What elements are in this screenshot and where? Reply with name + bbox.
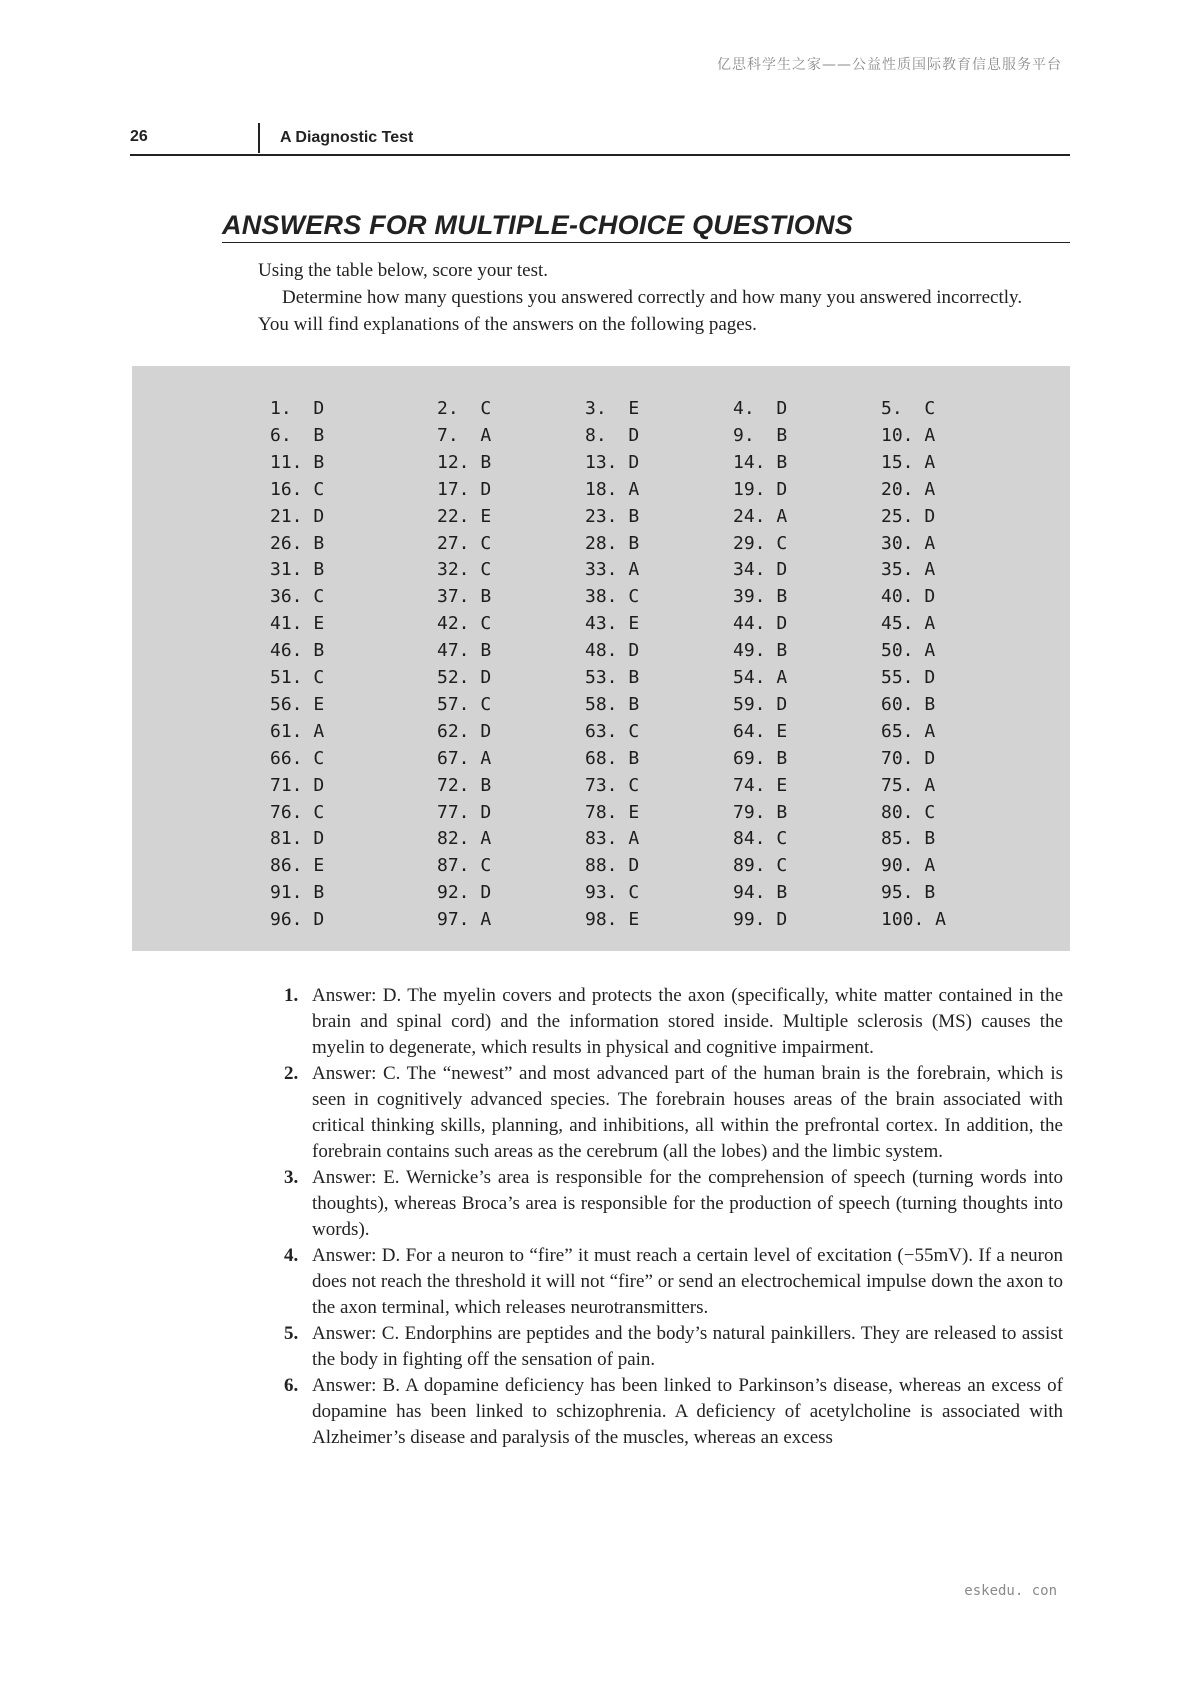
answer-cell: 84. C [733,828,788,850]
intro-text [258,257,1048,338]
answer-cell: 76. C [270,801,325,823]
intro-line-2: Determine how many questions you answered correctly and how many you answered incorrectly. You will find explanations of the answers on the following pages. [258,287,1023,335]
explanation-item [278,1243,1063,1321]
explanation-item [278,1321,1063,1373]
explanation-text: Answer: C. The “newest” and most advanced part of the human brain is the forebrain, which is seen in cognitively advanced species. The forebrain houses areas of the brain associated with critical thinking skills, planning, and inhibitions, all within the prefrontal cortex. In addition, the forebrain contains such areas as the cerebrum (all the lobes) and the limbic system. [312,1063,1063,1162]
answer-cell: 100. A [881,909,947,931]
answer-cell: 36. C [270,586,325,608]
answer-cell: 10. A [881,424,936,446]
answer-cell: 17. D [437,478,492,500]
answer-cell: 89. C [733,855,788,877]
answer-cell: 25. D [881,505,936,527]
answer-row [132,450,1070,476]
answer-key-table [132,366,1070,951]
answer-cell: 59. D [733,693,788,715]
explanation-number: 4. [284,1245,299,1266]
answer-cell: 11. B [270,451,325,473]
heading-container [222,208,1070,243]
answer-row [132,692,1070,718]
answer-cell: 28. B [585,532,640,554]
answer-cell: 50. A [881,640,936,662]
answer-cell: 12. B [437,451,492,473]
answer-row [132,504,1070,530]
answer-cell: 2. C [437,398,492,419]
answer-cell: 16. C [270,478,325,500]
answer-row [132,907,1070,933]
page-heading: ANSWERS FOR MULTIPLE-CHOICE QUESTIONS [222,210,853,240]
answer-row [132,557,1070,583]
answer-row [132,611,1070,637]
answer-cell: 20. A [881,478,936,500]
explanation-text: Answer: B. A dopamine deficiency has been linked to Parkinson’s disease, whereas an excess of dopamine has been linked to schizophrenia. A deficiency of acetylcholine is associated with Alzheimer’s disease and paralysis of the muscles, whereas an excess [312,1375,1063,1448]
explanation-number: 3. [284,1167,299,1188]
answer-cell: 62. D [437,720,492,742]
answer-cell: 52. D [437,667,492,688]
answer-cell: 22. E [437,505,492,527]
page-number: 26 [130,128,148,145]
answer-row [132,638,1070,664]
answer-cell: 6. B [270,424,325,446]
answer-row [132,746,1070,772]
answer-cell: 21. D [270,505,325,527]
answer-cell: 31. B [270,559,325,581]
answer-cell: 81. D [270,828,325,850]
answer-row [132,584,1070,610]
explanation-item [278,983,1063,1061]
answer-row [132,423,1070,449]
answer-cell: 4. D [733,398,788,419]
answer-row [132,800,1070,826]
answer-cell: 5. C [881,398,936,419]
answer-cell: 79. B [733,801,788,823]
answer-cell: 40. D [881,586,936,608]
header-divider [258,123,260,153]
answer-cell: 64. E [733,720,788,742]
answer-cell: 8. D [585,424,640,446]
answer-cell: 41. E [270,613,325,635]
answer-cell: 99. D [733,909,788,931]
answer-cell: 98. E [585,909,640,931]
explanation-number: 6. [284,1375,299,1396]
answer-cell: 69. B [733,747,788,769]
answer-cell: 45. A [881,613,936,635]
answer-cell: 9. B [733,424,788,446]
answer-row [132,396,1070,422]
answer-cell: 88. D [585,855,640,877]
answer-cell: 39. B [733,586,788,608]
explanation-text: Answer: D. For a neuron to “fire” it must reach a certain level of excitation (−55mV). If a neuron does not reach the threshold it will not “fire” or send an electrochemical impulse down the axon to the axon terminal, which releases neurotransmitters. [312,1245,1063,1318]
answer-cell: 71. D [270,774,325,796]
answer-cell: 18. A [585,478,640,500]
answer-cell: 96. D [270,909,325,931]
answer-cell: 82. A [437,828,492,850]
answer-cell: 26. B [270,532,325,554]
answer-cell: 1. D [270,398,325,419]
answer-cell: 14. B [733,451,788,473]
answer-cell: 66. C [270,747,325,769]
answer-cell: 75. A [881,774,936,796]
answer-cell: 78. E [585,801,640,823]
answer-cell: 48. D [585,640,640,662]
answer-cell: 19. D [733,478,788,500]
intro-line-1: Using the table below, score your test. [258,260,549,281]
answer-row [132,477,1070,503]
explanation-item [278,1061,1063,1165]
explanation-number: 1. [284,985,299,1006]
answer-cell: 15. A [881,451,936,473]
answer-cell: 94. B [733,882,788,904]
answer-row [132,880,1070,906]
explanation-item [278,1165,1063,1243]
answer-cell: 51. C [270,667,325,688]
answer-cell: 35. A [881,559,936,581]
answer-cell: 37. B [437,586,492,608]
answer-cell: 97. A [437,909,492,931]
answer-cell: 68. B [585,747,640,769]
answer-cell: 24. A [733,505,788,527]
answer-cell: 30. A [881,532,936,554]
answer-row [132,853,1070,879]
answer-cell: 85. B [881,828,936,850]
answer-cell: 77. D [437,801,492,823]
answer-explanations [278,983,1063,1451]
answer-cell: 60. B [881,693,936,715]
answer-cell: 42. C [437,613,492,635]
explanation-number: 5. [284,1323,299,1344]
answer-cell: 7. A [437,424,492,446]
answer-cell: 58. B [585,693,640,715]
answer-cell: 54. A [733,667,788,688]
watermark-bottom: eskedu. con [964,1583,1057,1599]
answer-cell: 38. C [585,586,640,608]
answer-cell: 3. E [585,398,640,419]
answer-cell: 61. A [270,720,325,742]
answer-cell: 23. B [585,505,640,527]
answer-cell: 87. C [437,855,492,877]
answer-cell: 47. B [437,640,492,662]
answer-cell: 53. B [585,667,640,688]
answer-cell: 43. E [585,613,640,635]
answer-cell: 34. D [733,559,788,581]
answer-row [132,531,1070,557]
answer-cell: 90. A [881,855,936,877]
answer-cell: 74. E [733,774,788,796]
answer-cell: 29. C [733,532,788,554]
explanation-text: Answer: C. Endorphins are peptides and the body’s natural painkillers. They are released to assist the body in fighting off the sensation of pain. [312,1323,1063,1370]
answer-cell: 73. C [585,774,640,796]
answer-cell: 83. A [585,828,640,850]
answer-cell: 92. D [437,882,492,904]
answer-cell: 56. E [270,693,325,715]
answer-cell: 63. C [585,720,640,742]
answer-cell: 72. B [437,774,492,796]
section-title: A Diagnostic Test [280,129,414,146]
answer-cell: 65. A [881,720,936,742]
answer-cell: 27. C [437,532,492,554]
answer-cell: 91. B [270,882,325,904]
answer-cell: 93. C [585,882,640,904]
explanation-text: Answer: D. The myelin covers and protects the axon (specifically, white matter contained in the brain and spinal cord) and the information stored inside. Multiple sclerosis (MS) causes the myelin to degenerate, which results in physical and cognitive impairment. [312,985,1063,1058]
answer-cell: 13. D [585,451,640,473]
answer-cell: 44. D [733,613,788,635]
answer-cell: 49. B [733,640,788,662]
answer-cell: 32. C [437,559,492,581]
explanation-text: Answer: E. Wernicke’s area is responsible for the comprehension of speech (turning words into thoughts), whereas Broca’s area is responsible for the production of speech (turning thoughts into words). [312,1167,1063,1240]
answer-row [132,773,1070,799]
answer-cell: 70. D [881,747,936,769]
answer-cell: 46. B [270,640,325,662]
answer-cell: 86. E [270,855,325,877]
answer-cell: 67. A [437,747,492,769]
answer-row [132,826,1070,852]
running-head [130,126,1070,156]
answer-cell: 80. C [881,801,936,823]
explanation-item [278,1373,1063,1451]
answer-row [132,719,1070,745]
answer-cell: 55. D [881,667,936,688]
answer-cell: 57. C [437,693,492,715]
answer-cell: 95. B [881,882,936,904]
explanation-number: 2. [284,1063,299,1084]
watermark-top: 亿思科学生之家——公益性质国际教育信息服务平台 [717,57,1062,73]
answer-row [132,665,1070,691]
answer-cell: 33. A [585,559,640,581]
